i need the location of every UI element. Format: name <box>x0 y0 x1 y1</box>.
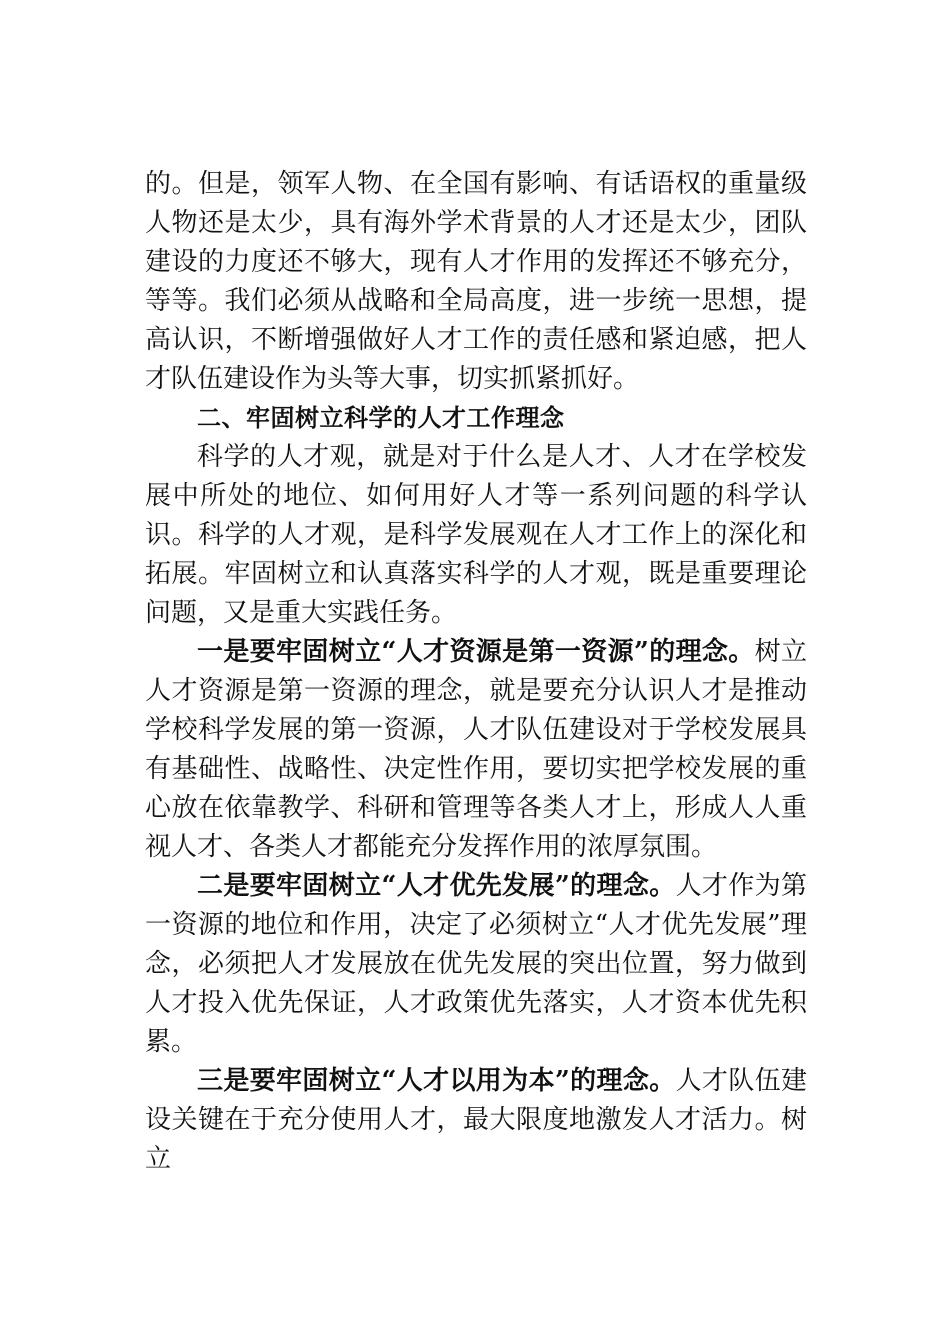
point-2-lead: 二是要牢固树立“人才优先发展”的理念。 <box>197 871 676 901</box>
paragraph-point-1 <box>145 633 807 867</box>
point-2-body: 人才作为第一资源的地位和作用，决定了必须树立“人才优先发展”理念，必须把人才发展放在优先发展的突出位置，努力做到人才投入优先保证，人才政策优先落实，人才资本优先积累。 <box>145 871 807 1057</box>
document-body <box>145 165 807 1179</box>
point-1-lead: 一是要牢固树立“人才资源是第一资源”的理念。 <box>197 637 755 667</box>
point-1-body: 树立人才资源是第一资源的理念，就是要充分认识人才是推动学校科学发展的第一资源，人才队伍建设对于学校发展具有基础性、战略性、决定性作用，要切实把学校发展的重心放在依靠教学、科研和管理等各类人才上，形成人人重视人才、各类人才都能充分发挥作用的浓厚氛围。 <box>145 637 807 862</box>
section-heading: 二、牢固树立科学的人才工作理念 <box>197 404 565 432</box>
paragraph-continued: 的。但是，领军人物、在全国有影响、有话语权的重量级人物还是太少，具有海外学术背景的人才还是太少，团队建设的力度还不够大，现有人才作用的发挥还不够充分，等等。我们必须从战略和全局高度，进一步统一思想，提高认识，不断增强做好人才工作的责任感和紧迫感，把人才队伍建设作为头等大事，切实抓紧抓好。 <box>145 169 807 394</box>
paragraph-point-2 <box>145 867 807 1062</box>
paragraph-point-3 <box>145 1062 807 1179</box>
paragraph-science-talent-view: 科学的人才观，就是对于什么是人才、人才在学校发展中所处的地位、如何用好人才等一系列问题的科学认识。科学的人才观，是科学发展观在人才工作上的深化和拓展。牢固树立和认真落实科学的人才观，既是重要理论问题，又是重大实践任务。 <box>145 442 807 628</box>
point-3-body: 人才队伍建设关键在于充分使用人才，最大限度地激发人才活力。树立 <box>145 1066 807 1174</box>
point-3-lead: 三是要牢固树立“人才以用为本”的理念。 <box>197 1066 676 1096</box>
